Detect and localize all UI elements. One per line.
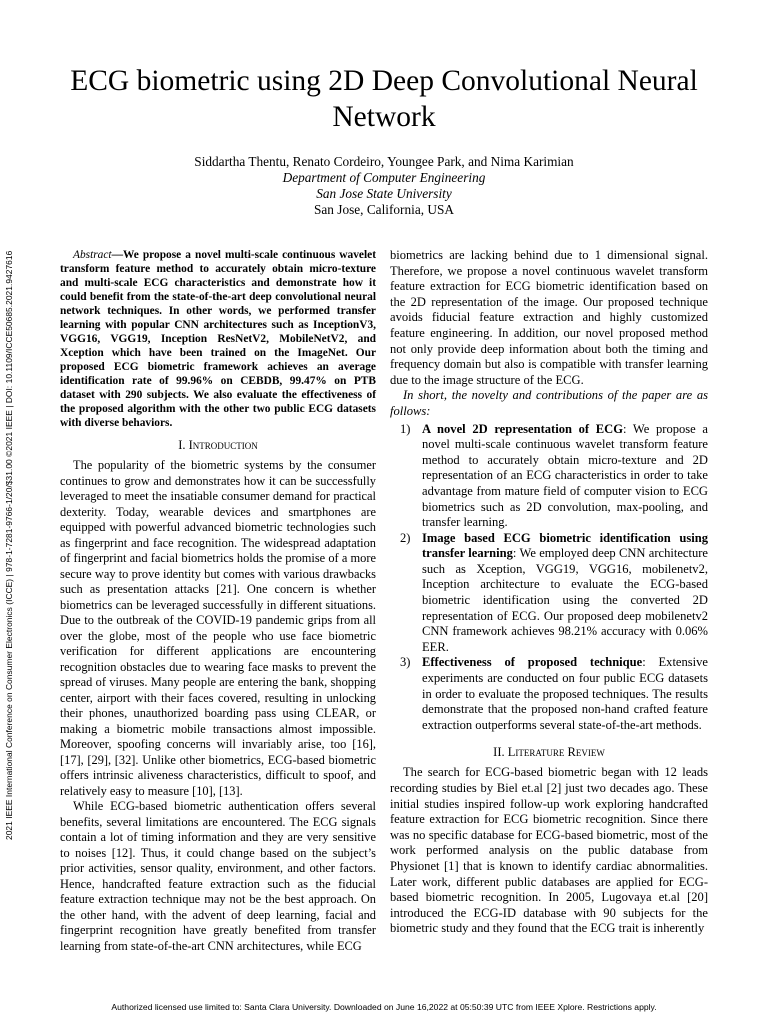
contribution-item: [390, 422, 708, 531]
section-heading-introduction: I. Introduction: [178, 438, 258, 452]
side-note-text: 2021 IEEE International Conference on Consumer Electronics (ICCE) | 978-1-7281-9766-1/20/$31.00 ©2021 IEEE | DOI: 10.1109/ICCE50685.2021.9427616: [4, 250, 14, 840]
section-heading-literature-review: II. Literature Review: [493, 745, 605, 760]
department: Department of Computer Engineering: [282, 170, 486, 185]
contribution-number: 1): [400, 421, 411, 436]
contribution-item: [390, 531, 708, 656]
intro-paragraph-3: biometrics are lacking behind due to 1 dimensional signal. Therefore, we propose a novel continuous wavelet transform feature extraction for ECG biometric identification based on the 2D representation of the image. Our proposed technique avoids fiducial feature extraction and highly customized feature engineering. In addition, our novel proposed method not only provide deep information about both the timing and frequency domain but also is compatible with transfer learning due to the image structure of the ECG.: [390, 248, 708, 387]
contributions-lead: In short, the novelty and contributions of the paper are as follows:: [390, 388, 708, 418]
abstract: [60, 248, 376, 430]
conference-side-note: [4, 180, 18, 840]
contribution-item: [390, 655, 708, 733]
contributions-list: [390, 422, 708, 734]
contribution-number: 3): [400, 655, 411, 670]
left-column: [60, 248, 376, 954]
contribution-title: A novel 2D representation of ECG: [422, 421, 623, 436]
contribution-text: : We employed deep CNN architecture such as Xception, VGG19, VGG16, mobilenetv2, Inception architecture to evaluate the ECG-based biometric identification using the converted 2D representation of ECG. Our proposed deep mobilenetv2 CNN framework achieves 98.21% accuracy with 0.06% EER.: [422, 546, 708, 654]
literature-paragraph-1: The search for ECG-based biometric began with 12 leads recording studies by Biel et.al [2] just two decades ago. These initial studies inspired follow-up work exploring handcrafted feature extraction for ECG biometric recognition. Since there was no specific database for ECG-based biometric, most of the work performed analysis on the public database from Physionet [1] that is known to identify cardiac abnormalities. Later work, different public databases are applied for ECG-based biometric recognition. In 2005, Lugovaya et.al [20] introduced the ECG-ID database with 90 subjects for the biometric study and they found that the ECG trait is inherently: [390, 765, 708, 936]
location: San Jose, California, USA: [314, 202, 454, 217]
author-block: [60, 154, 708, 218]
abstract-label: Abstract: [73, 249, 112, 261]
contribution-title: Image based ECG biometric identification using transfer learning: [422, 530, 708, 561]
contribution-text: : We propose a novel multi-scale continuous wavelet transform feature method to accurately obtain micro-texture and 2D representation of an ECG characteristics in order to take advantage from mature field of computer vision to ECG biometrics such as 2D convolution, max-pooling, and transfer learning.: [422, 421, 708, 530]
license-footer: Authorized licensed use limited to: Santa Clara University. Downloaded on June 16,2022 at 05:50:39 UTC from IEEE Xplore. Restrictions apply.: [111, 1002, 657, 1012]
contribution-number: 2): [400, 530, 411, 545]
contribution-text: : Extensive experiments are conducted on four public ECG datasets in order to evaluate the proposed techniques. The results demonstrate that the proposed non-hand crafted feature extraction outperforms several state-of-the-art methods.: [422, 655, 708, 732]
intro-paragraph-2: While ECG-based biometric authentication offers several benefits, several limitations are encountered. The ECG signals contain a lot of timing information and they are very sensitive to noises [12]. Thus, it could change based on the subject’s prior activities, sensor quality, environment, and other factors. Hence, handcrafted feature extraction such as the fiducial feature extraction technique may not be the best approach. On the other hand, with the advent of deep learning, facial and fingerprint recognition have greatly benefited from transfer learning from state-of-the-art CNN architectures, while ECG: [60, 799, 376, 953]
author-names: Siddartha Thentu, Renato Cordeiro, Youngee Park, and Nima Karimian: [194, 154, 574, 169]
paper-title: ECG biometric using 2D Deep Convolutional Neural Network: [70, 65, 698, 133]
abstract-text: —We propose a novel multi-scale continuous wavelet transform feature method to accurately obtain micro-texture and multi-scale ECG characteristics and demonstrate how it could benefit from the state-of-the-art deep convolutional neural network techniques. In other words, we performed transfer learning with popular CNN architectures such as InceptionV3, VGG16, VGG19, Inception ResNetV2, MobileNetV2, and Xception which have been trained on the ImageNet. Our proposed ECG biometric framework achieves an average identification rate of 99.96% on CEBDB, 99.47% on PTB dataset with 290 subjects. We also evaluate the effectiveness of the proposed algorithm with the other two public ECG datasets with diverse behaviors.: [60, 249, 376, 429]
intro-paragraph-1: The popularity of the biometric systems by the consumer continues to grow and demonstrates how it can be successfully leveraged to meet the insatiable consumer demand for practical dexterity. Today, wearable devices and smartphones are equipped with powerful advanced biometric technologies such as fingerprint and face recognition. The widespread adaptation of fingerprint and facial biometrics holds the promise of a more secure way to prove identity but comes with various drawbacks such as presentation attacks [21]. One concern is whether biometrics can be leveraged successfully in different situations. Due to the outbreak of the COVID-19 pandemic grips from all over the globe, most of the people who use face biometric verification for different applications are encountering recognition obstacles due to wearing face masks to prevent the spread of viruses. Many people are entering the bank, shopping center, airport with their faces covered, resulting in unlocking their phones, unauthorized boarding pass using CLEAR, or making a biometric mobile transactions almost impossible. Moreover, spoofing concerns will invariably arise, too [16], [17], [29], [32]. Unlike other biometrics, ECG-based biometric offers intrinsic aliveness characteristics, difficult to spoof, and relatively easy to measure [10], [13].: [60, 458, 376, 798]
contribution-title: Effectiveness of proposed technique: [422, 655, 643, 670]
right-column: [390, 248, 708, 937]
university: San Jose State University: [316, 186, 452, 201]
